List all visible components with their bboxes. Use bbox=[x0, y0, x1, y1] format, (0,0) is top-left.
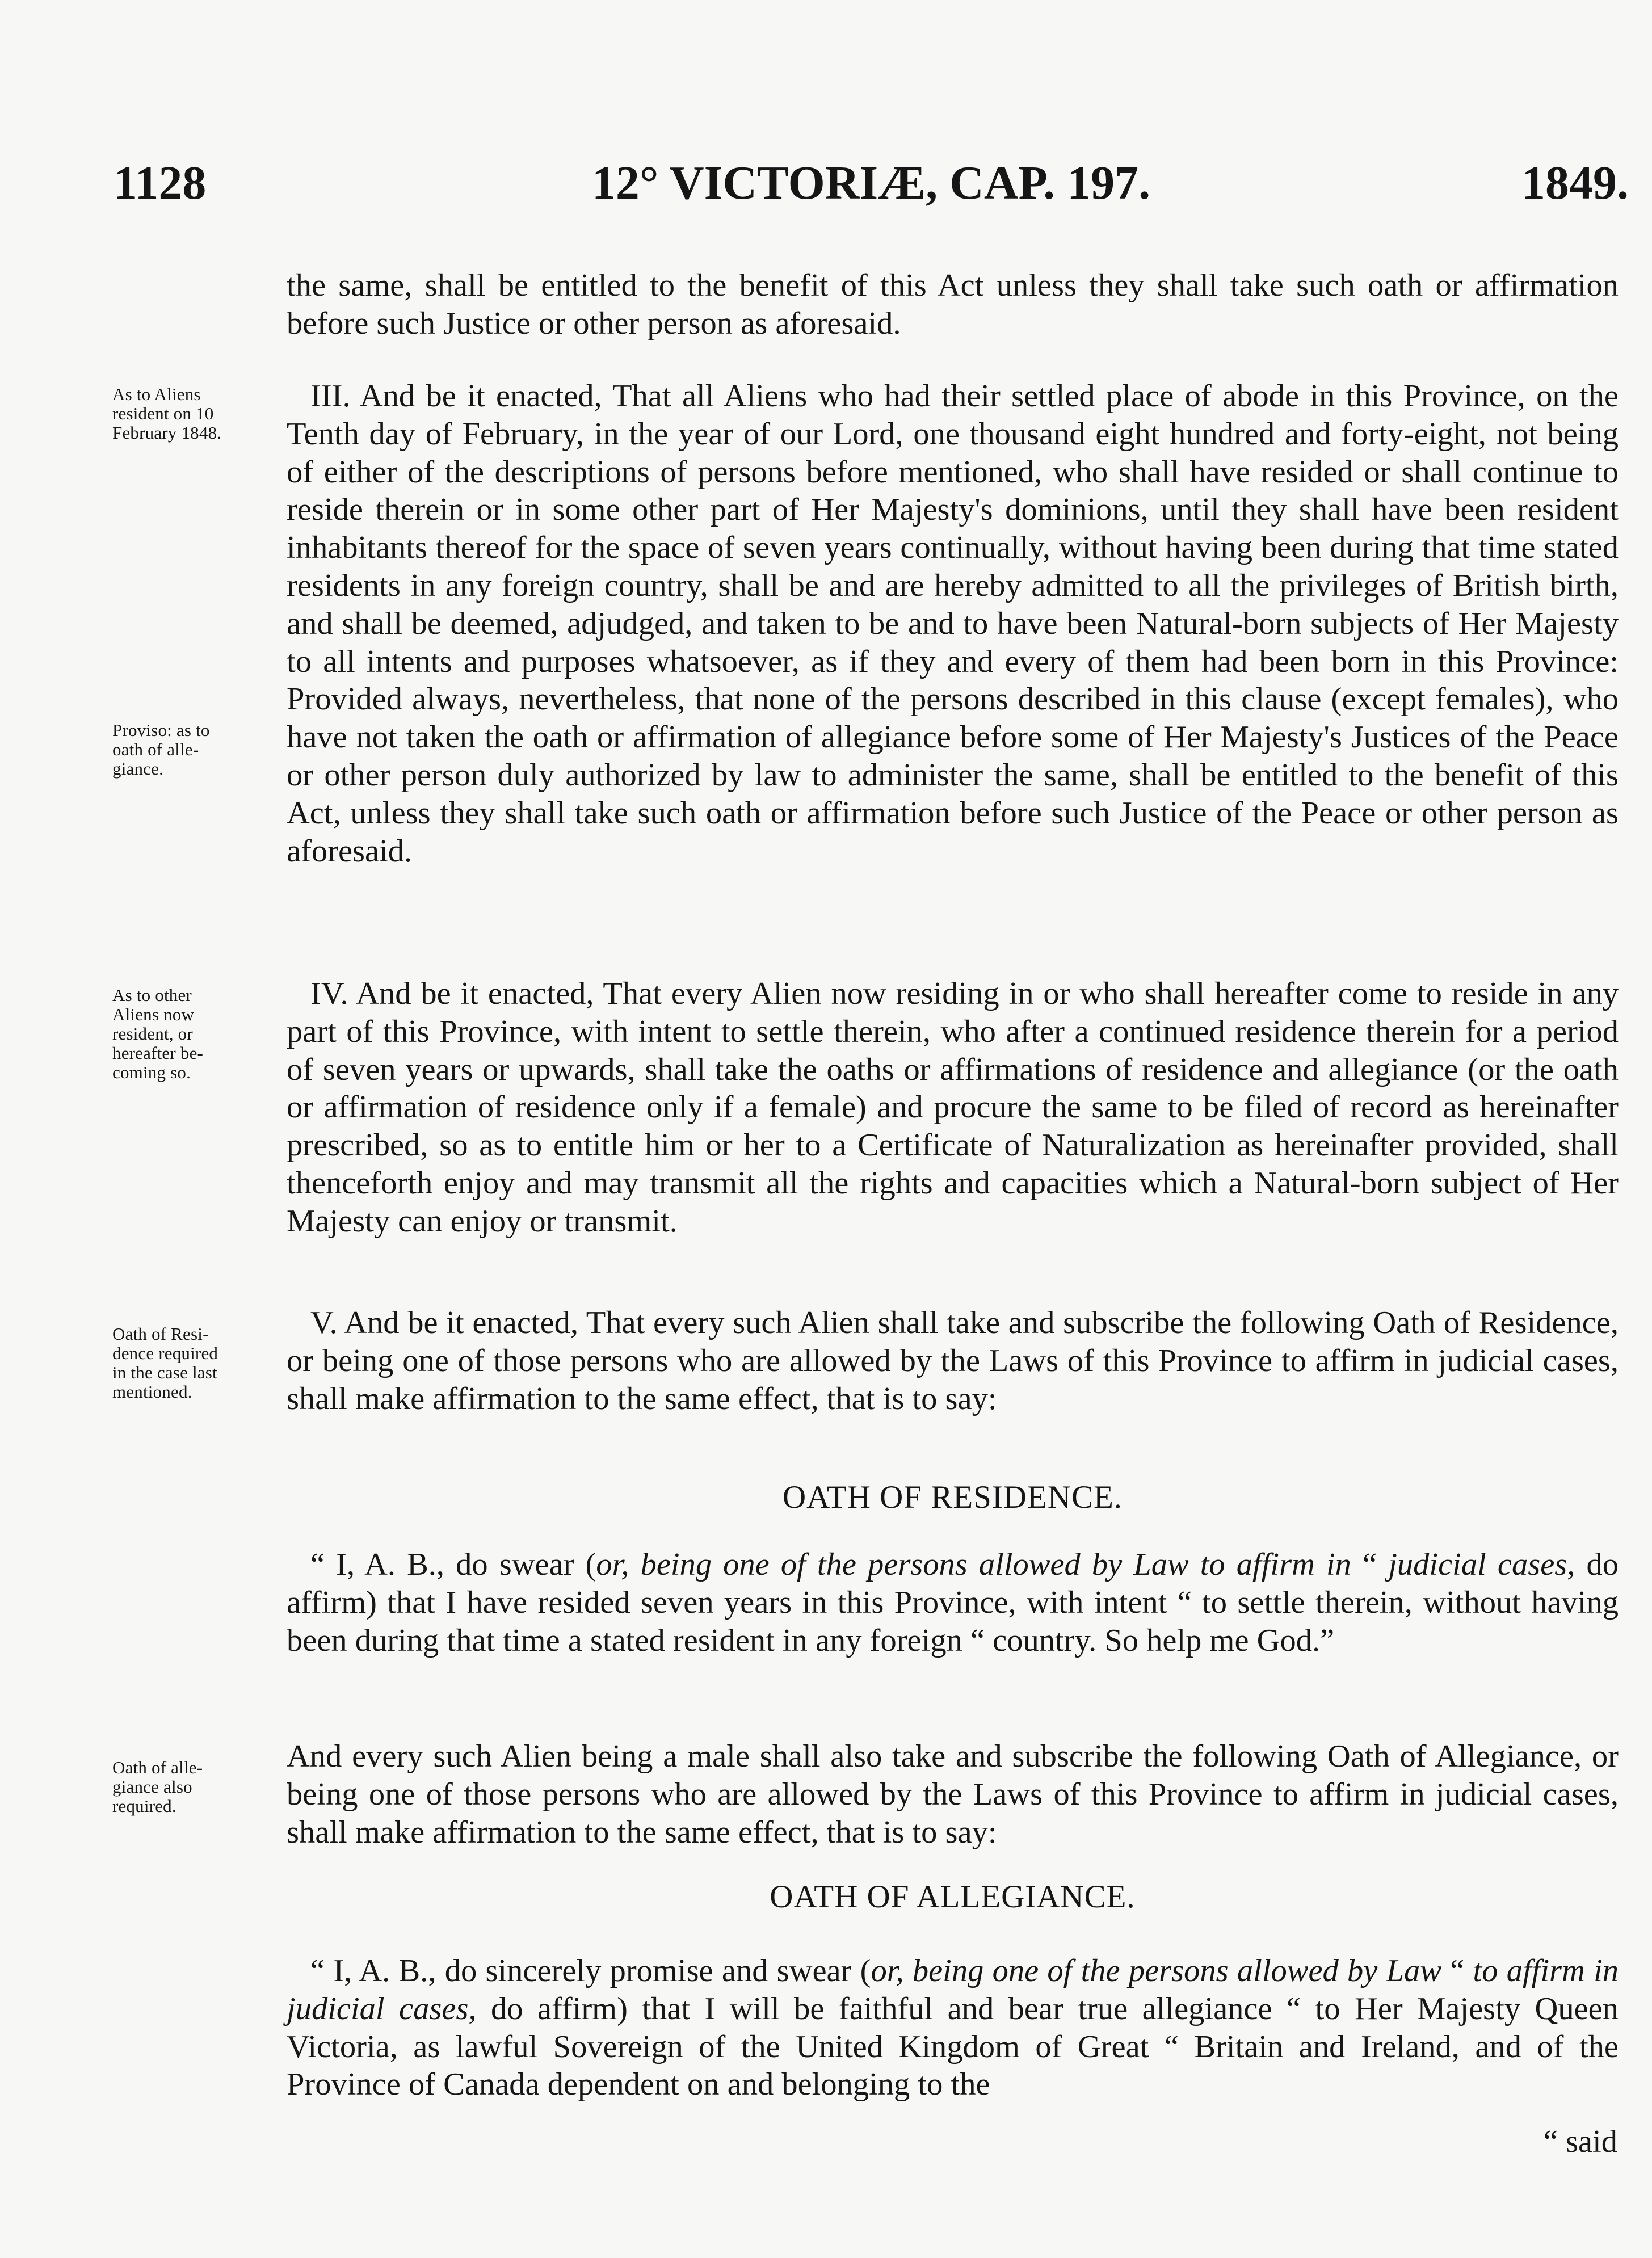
continuation-paragraph: the same, shall be entitled to the benefit of this Act unless they shall take such oath or affirmation before such Justice or other person as aforesaid. bbox=[287, 268, 1619, 341]
oath-of-allegiance-text bbox=[287, 1952, 1619, 2104]
heading-oath-of-allegiance: OATH OF ALLEGIANCE. bbox=[770, 1879, 1136, 1915]
allegiance-intro-paragraph: And every such Alien being a male shall also take and subscribe the following Oath of Allegiance, or being one of those persons who are allowed by the Laws of this Province to affirm in judicial cases, shall make affirmation to the same effect, that is to say: bbox=[287, 1739, 1619, 1850]
page-number: 1128 bbox=[114, 157, 207, 209]
catchword: “ said bbox=[1543, 2124, 1617, 2159]
oath-residence-italic-2: judicial cases, bbox=[1388, 1547, 1575, 1582]
oath-allegiance-italic-2: to affirm in judicial cases, bbox=[287, 1953, 1619, 2026]
running-title: 12° VICTORIÆ, CAP. 197. bbox=[591, 157, 1151, 209]
margin-note-oath-residence-required: Oath of Resi- dence required in the case last mentioned. bbox=[112, 1324, 218, 1402]
page-year: 1849. bbox=[1521, 157, 1629, 209]
oath-residence-quote-mark: “ bbox=[1363, 1547, 1389, 1582]
section-5-paragraph: V. And be it enacted, That every such Alien shall take and subscribe the following Oath of Residence, or being one of those persons who are allowed by the Laws of this Province to affirm in judicial cases, shall make affirmation to the same effect, that is to say: bbox=[287, 1305, 1619, 1416]
oath-residence-rest: do affirm) that I have resided seven years in this Province, with intent “ to settle therein, without having been during that time a stated resident in any foreign “ country. So help me God.” bbox=[287, 1547, 1619, 1658]
oath-allegiance-quote-mark: “ bbox=[1441, 1953, 1473, 1988]
oath-residence-italic-1: or, being one of the persons allowed by Law to affirm in bbox=[596, 1547, 1351, 1582]
oath-of-residence-text bbox=[287, 1546, 1619, 1659]
oath-allegiance-italic-1: or, being one of the persons allowed by Law bbox=[871, 1953, 1441, 1988]
margin-note-other-aliens: As to other Aliens now resident, or hereafter be- coming so. bbox=[112, 985, 204, 1082]
page-header bbox=[114, 152, 1629, 215]
oath-allegiance-rest: do affirm) that I will be faithful and bear true allegiance “ to Her Majesty Queen Victoria, as lawful Sovereign of the United Kingdom of Great “ Britain and Ireland, and of the Province of Canada dependent on and belonging to the bbox=[287, 1991, 1619, 2103]
margin-note-aliens-resident: As to Aliens resident on 10 February 1848. bbox=[112, 384, 222, 443]
margin-note-oath-allegiance-required: Oath of alle- giance also required. bbox=[112, 1757, 203, 1816]
oath-residence-lead: “ I, A. B., do swear ( bbox=[310, 1547, 596, 1582]
margin-note-proviso: Proviso: as to oath of alle- giance. bbox=[112, 720, 210, 779]
oath-allegiance-lead: “ I, A. B., do sincerely promise and swear ( bbox=[310, 1953, 871, 1988]
section-4-paragraph: IV. And be it enacted, That every Alien now residing in or who shall hereafter come to reside in any part of this Province, with intent to settle therein, who after a continued residence therein for a period of seven years or upwards, shall take the oaths or affirmations of residence and allegiance (or the oath or affirmation of residence only if a female) and procure the same to be filed of record as hereinafter prescribed, so as to entitle him or her to a Certificate of Naturalization as hereinafter provided, shall thenceforth enjoy and may transmit all the rights and capacities which a Natural-born subject of Her Majesty can enjoy or transmit. bbox=[287, 976, 1619, 1239]
section-3-paragraph: III. And be it enacted, That all Aliens who had their settled place of abode in this Province, on the Tenth day of February, in the year of our Lord, one thousand eight hundred and forty-eight, not being of either of the descriptions of persons before mentioned, who shall have resided or shall continue to reside therein or in some other part of Her Majesty's dominions, until they shall have been resident inhabitants thereof for the space of seven years continually, without having been during that time stated residents in any foreign country, shall be and are hereby admitted to all the privileges of British birth, and shall be deemed, adjudged, and taken to be and to have been Natural-born subjects of Her Majesty to all intents and purposes whatsoever, as if they and every of them had been born in this Province: Provided always, nevertheless, that none of the persons described in this clause (except females), who have not taken the oath or affirmation of allegiance before some of Her Majesty's Justices of the Peace or other person duly authorized by law to administer the same, shall be entitled to the benefit of this Act, unless they shall take such oath or affirmation before such Justice of the Peace or other person as aforesaid. bbox=[287, 379, 1619, 869]
heading-oath-of-residence: OATH OF RESIDENCE. bbox=[782, 1479, 1123, 1515]
